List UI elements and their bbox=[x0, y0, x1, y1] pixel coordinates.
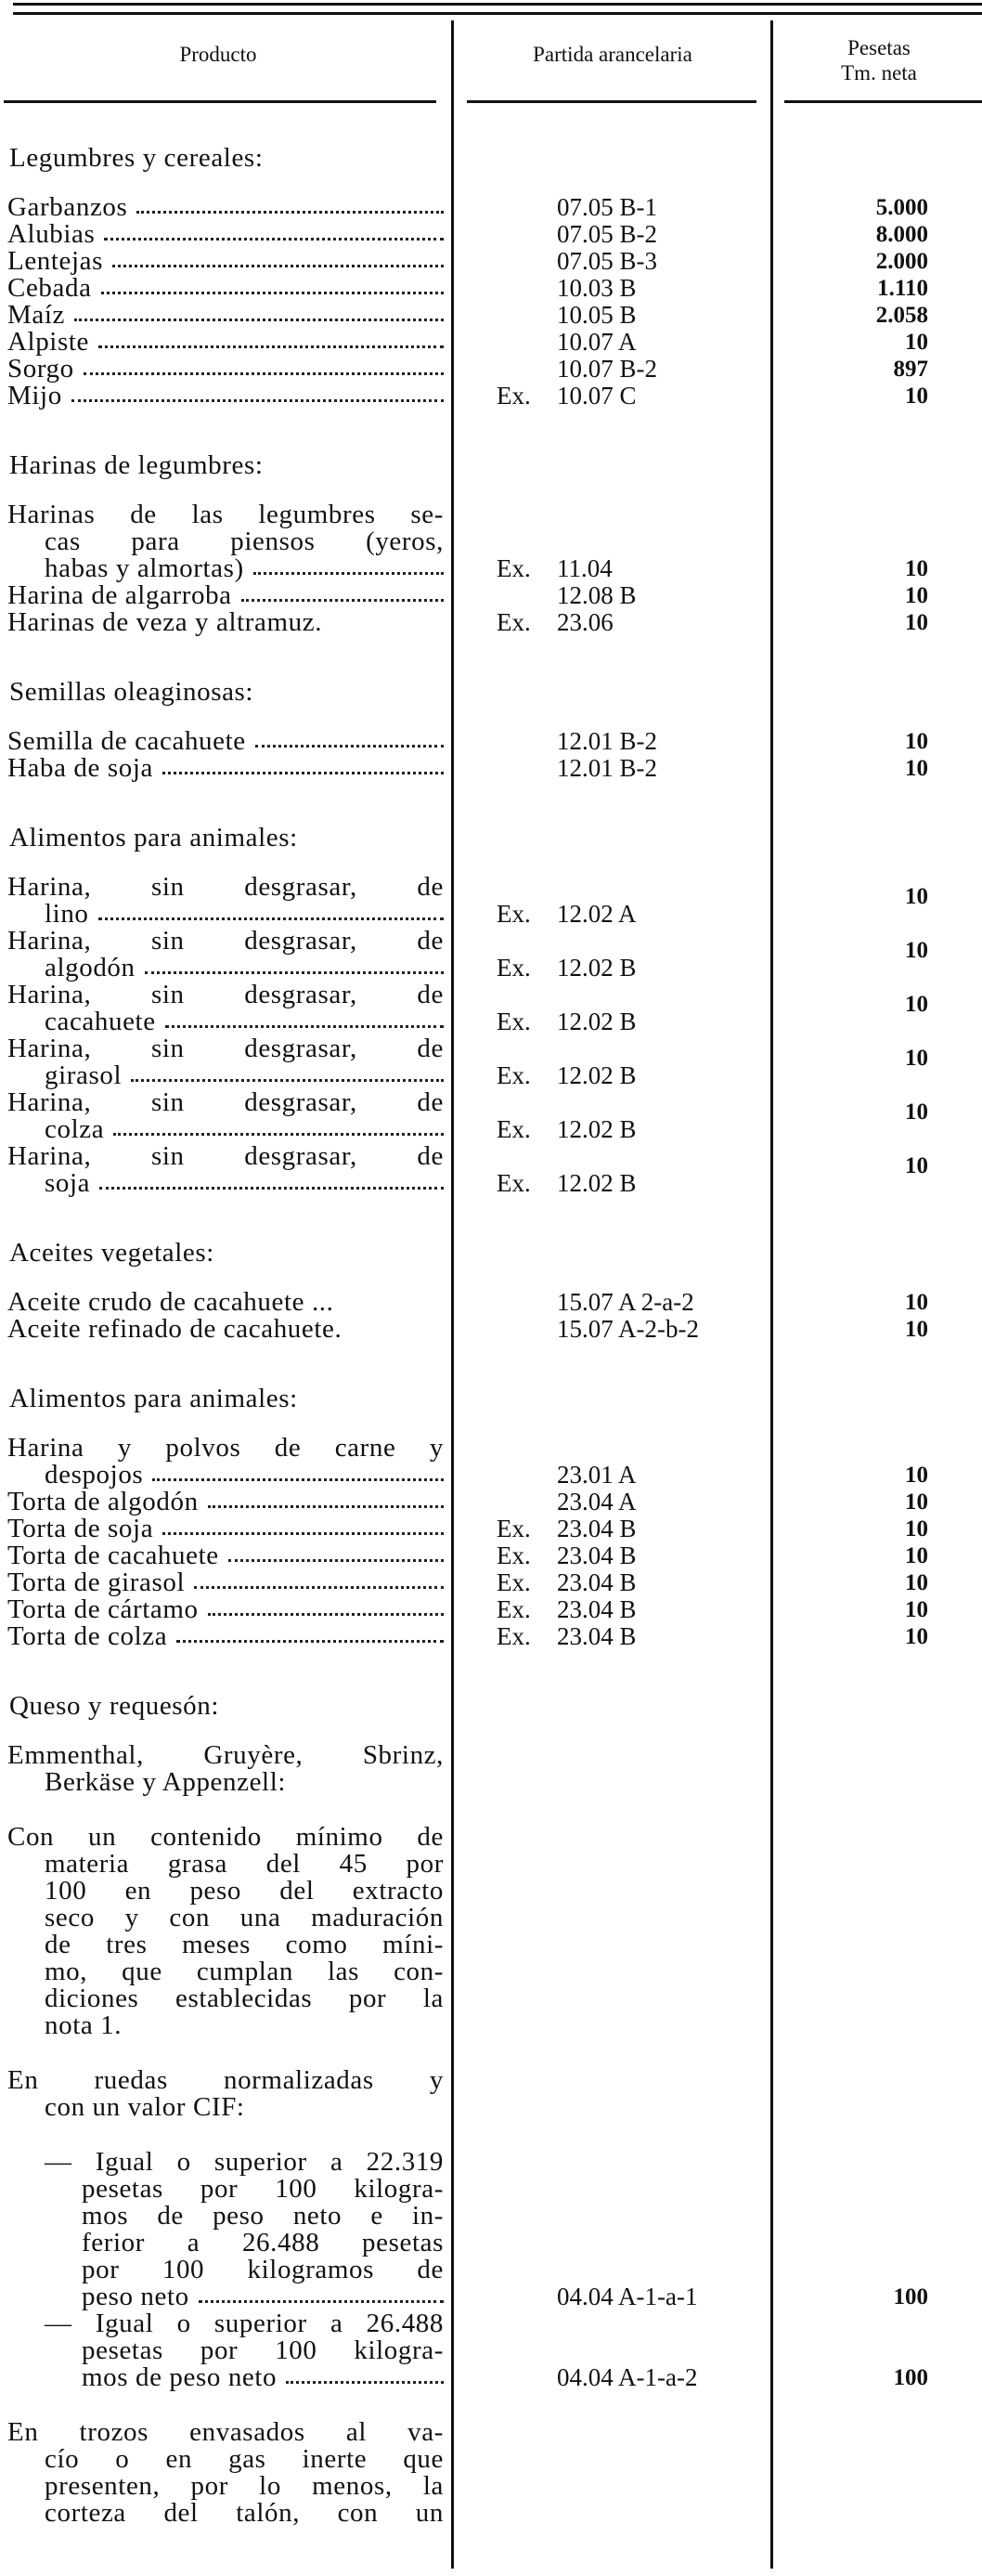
table-row bbox=[0, 728, 982, 755]
table-row bbox=[0, 221, 982, 248]
partida-code: 23.04 B bbox=[557, 1622, 637, 1650]
partida-ex-prefix: Ex. bbox=[497, 1115, 531, 1143]
partida-ex-prefix: Ex. bbox=[497, 1622, 531, 1650]
table-row bbox=[0, 1089, 982, 1143]
product-line: — Igual o superior a 26.488 bbox=[45, 2310, 444, 2337]
product-line bbox=[0, 755, 444, 782]
product-line bbox=[0, 1462, 444, 1489]
partida-code: 12.02 B bbox=[557, 1115, 637, 1143]
dot-leader bbox=[194, 1569, 444, 1589]
product-line bbox=[0, 901, 444, 928]
pesetas-value: 10 bbox=[905, 1463, 928, 1488]
pesetas-value: 10 bbox=[905, 1597, 928, 1622]
partida-code: 07.05 B-2 bbox=[557, 220, 657, 248]
product-line bbox=[0, 248, 444, 275]
product-line: pesetas por 100 kilogra- bbox=[82, 2337, 444, 2364]
partida-ex-prefix: Ex. bbox=[497, 954, 531, 982]
product-line bbox=[0, 1008, 444, 1035]
table-row bbox=[0, 2310, 982, 2391]
product-line bbox=[0, 302, 444, 329]
product-line: pesetas por 100 kilogra- bbox=[82, 2176, 444, 2203]
table-row bbox=[0, 928, 982, 982]
product-line: corteza del talón, con un bbox=[45, 2500, 444, 2527]
pesetas-value: 10 bbox=[905, 583, 928, 608]
pesetas-value: 10 bbox=[905, 1624, 928, 1649]
table-row bbox=[0, 194, 982, 221]
product-line bbox=[0, 1516, 444, 1542]
table-row bbox=[0, 1316, 982, 1343]
dot-leader bbox=[101, 275, 444, 294]
product-line bbox=[0, 582, 444, 609]
table-row bbox=[0, 1289, 982, 1316]
product-line: — Igual o superior a 22.319 bbox=[45, 2149, 444, 2176]
product-line bbox=[0, 1116, 444, 1143]
product-line bbox=[0, 1170, 444, 1197]
pesetas-value: 10 bbox=[905, 610, 928, 635]
dot-leader bbox=[104, 221, 444, 241]
table-row bbox=[0, 2067, 982, 2121]
pesetas-value: 8.000 bbox=[875, 222, 928, 247]
dot-leader bbox=[99, 1170, 444, 1190]
product-line: Harina, sin desgrasar, de bbox=[7, 874, 444, 901]
product-line: Con un contenido mínimo de bbox=[7, 1824, 444, 1851]
product-text: Maíz bbox=[7, 302, 65, 329]
product-line: cío o en gas inerte que bbox=[45, 2446, 444, 2473]
partida-ex-prefix: Ex. bbox=[497, 1568, 531, 1596]
pesetas-value: 10 bbox=[905, 1490, 928, 1515]
product-text: lino bbox=[45, 901, 89, 928]
dot-leader bbox=[286, 2364, 444, 2384]
product-text: Alpiste bbox=[7, 329, 89, 356]
table-row bbox=[0, 1435, 982, 1489]
product-line: Berkäse y Appenzell: bbox=[45, 1769, 287, 1796]
partida-code: 07.05 B-3 bbox=[557, 247, 657, 275]
product-line: diciones establecidas por la bbox=[45, 1985, 444, 2012]
product-line bbox=[0, 1542, 444, 1569]
product-text: soja bbox=[45, 1170, 91, 1197]
dot-leader bbox=[98, 329, 444, 348]
pesetas-value: 10 bbox=[905, 1317, 928, 1342]
dot-leader bbox=[112, 248, 444, 267]
table-row bbox=[0, 383, 982, 410]
product-text: Semilla de cacahuete bbox=[7, 728, 246, 755]
pesetas-value: 10 bbox=[905, 1570, 928, 1595]
product-text: Cebada bbox=[7, 275, 92, 302]
partida-code: 10.07 A bbox=[557, 328, 637, 356]
product-text: girasol bbox=[45, 1062, 123, 1089]
pesetas-value: 10 bbox=[905, 1516, 928, 1542]
header-partida: Partida arancelaria bbox=[533, 43, 692, 66]
partida-ex-prefix: Ex. bbox=[497, 1061, 531, 1089]
product-line bbox=[0, 2283, 444, 2310]
partida-ex-prefix: Ex. bbox=[497, 554, 531, 582]
dot-leader bbox=[145, 955, 444, 974]
pesetas-value: 1.110 bbox=[877, 276, 928, 301]
header-pesetas-line2: Tm. neta bbox=[841, 61, 917, 85]
product-text: despojos bbox=[45, 1462, 144, 1489]
product-line bbox=[0, 275, 444, 302]
dot-leader bbox=[71, 383, 444, 402]
dot-leader bbox=[208, 1596, 444, 1616]
product-text: Alubias bbox=[7, 221, 96, 248]
section-heading: Aceites vegetales: bbox=[9, 1238, 214, 1268]
partida-code: 04.04 A-1-a-2 bbox=[557, 2363, 698, 2391]
product-line: nota 1. bbox=[45, 2012, 123, 2039]
partida-ex-prefix: Ex. bbox=[497, 608, 531, 636]
pesetas-value: 10 bbox=[905, 330, 928, 355]
product-line bbox=[0, 329, 444, 356]
partida-code: 10.07 C bbox=[557, 382, 637, 410]
partida-code: 12.08 B bbox=[557, 581, 637, 609]
partida-code: 11.04 bbox=[557, 554, 613, 582]
product-line bbox=[0, 1596, 444, 1623]
top-rule bbox=[13, 3, 982, 6]
product-text: Sorgo bbox=[7, 356, 74, 383]
table-row bbox=[0, 1035, 982, 1089]
partida-code: 10.05 B bbox=[557, 301, 637, 329]
dot-leader bbox=[162, 1516, 444, 1535]
section-heading: Harinas de legumbres: bbox=[9, 450, 264, 480]
dot-leader bbox=[165, 1008, 444, 1028]
product-text: cacahuete bbox=[45, 1008, 156, 1035]
pesetas-value: 10 bbox=[905, 1543, 928, 1568]
pesetas-value: 897 bbox=[893, 357, 928, 382]
product-line: Harina, sin desgrasar, de bbox=[7, 1089, 444, 1116]
pesetas-value: 10 bbox=[905, 1153, 928, 1178]
dot-leader bbox=[162, 755, 444, 774]
partida-code: 12.02 B bbox=[557, 1061, 637, 1089]
product-line: Harinas de veza y altramuz. bbox=[7, 609, 323, 636]
pesetas-value: 10 bbox=[905, 992, 928, 1017]
partida-code: 12.02 B bbox=[557, 954, 637, 982]
table-row bbox=[0, 1143, 982, 1197]
section-heading: Legumbres y cereales: bbox=[9, 143, 264, 173]
product-line bbox=[0, 1062, 444, 1089]
product-line: de tres meses como míni- bbox=[45, 1932, 444, 1958]
pesetas-value: 100 bbox=[893, 2284, 928, 2309]
pesetas-value: 10 bbox=[905, 729, 928, 754]
dot-leader bbox=[136, 194, 444, 214]
product-line: En trozos envasados al va- bbox=[7, 2419, 444, 2446]
product-line bbox=[0, 1569, 444, 1596]
partida-code: 10.03 B bbox=[557, 274, 637, 302]
pesetas-value: 10 bbox=[905, 1290, 928, 1315]
product-line bbox=[0, 555, 444, 582]
product-line bbox=[0, 383, 444, 410]
table-row bbox=[0, 609, 982, 636]
dot-leader bbox=[74, 302, 444, 321]
product-text: Torta de cacahuete bbox=[7, 1542, 219, 1569]
partida-code: 12.01 B-2 bbox=[557, 727, 657, 755]
dot-leader bbox=[98, 901, 444, 920]
table-row bbox=[0, 275, 982, 302]
section-heading: Alimentos para animales: bbox=[9, 1384, 298, 1413]
table-row bbox=[0, 1569, 982, 1596]
header-pesetas bbox=[776, 35, 982, 85]
product-line: por 100 kilogramos de bbox=[82, 2257, 444, 2283]
product-text: Harina de algarroba bbox=[7, 582, 232, 609]
pesetas-value: 10 bbox=[905, 1099, 928, 1125]
pesetas-value: 100 bbox=[893, 2365, 928, 2390]
partida-code: 12.02 B bbox=[557, 1169, 637, 1197]
table-row bbox=[0, 2149, 982, 2310]
partida-code: 23.04 B bbox=[557, 1542, 637, 1569]
product-text: colza bbox=[45, 1116, 105, 1143]
product-line: mos de peso neto e in- bbox=[82, 2203, 444, 2230]
product-text: Torta de girasol bbox=[7, 1569, 186, 1596]
product-line: Emmenthal, Gruyère, Sbrinz, bbox=[7, 1742, 444, 1769]
product-text: Torta de soja bbox=[7, 1516, 154, 1542]
dot-leader bbox=[228, 1542, 444, 1562]
table-row bbox=[0, 1596, 982, 1623]
product-line: Harina, sin desgrasar, de bbox=[7, 1035, 444, 1062]
product-text: Torta de algodón bbox=[7, 1489, 199, 1516]
pesetas-value: 10 bbox=[905, 884, 928, 909]
dot-leader bbox=[113, 1116, 444, 1136]
product-line: con un valor CIF: bbox=[45, 2094, 245, 2121]
partida-code: 12.02 A bbox=[557, 900, 637, 928]
pesetas-value: 5.000 bbox=[875, 195, 928, 220]
table-row bbox=[0, 329, 982, 356]
table-row bbox=[0, 1542, 982, 1569]
dot-leader bbox=[208, 1489, 444, 1508]
partida-ex-prefix: Ex. bbox=[497, 900, 531, 928]
partida-code: 07.05 B-1 bbox=[557, 193, 657, 221]
partida-code: 23.04 B bbox=[557, 1595, 637, 1623]
table-row bbox=[0, 356, 982, 383]
header-pesetas-line1: Pesetas bbox=[847, 36, 911, 59]
product-line bbox=[0, 356, 444, 383]
table-row bbox=[0, 1824, 982, 2039]
partida-code: 10.07 B-2 bbox=[557, 355, 657, 383]
table-row bbox=[0, 874, 982, 928]
partida-ex-prefix: Ex. bbox=[497, 1515, 531, 1542]
table-row bbox=[0, 501, 982, 582]
partida-code: 23.04 A bbox=[557, 1488, 637, 1516]
product-line: 100 en peso del extracto bbox=[45, 1878, 444, 1905]
product-line: seco y con una maduración bbox=[45, 1905, 444, 1932]
pesetas-value: 10 bbox=[905, 938, 928, 963]
product-line bbox=[0, 194, 444, 221]
product-text: habas y almortas) bbox=[45, 555, 244, 582]
product-text: Lentejas bbox=[7, 248, 104, 275]
product-text: Haba de soja bbox=[7, 755, 153, 782]
pesetas-value: 2.000 bbox=[875, 249, 928, 274]
partida-code: 04.04 A-1-a-1 bbox=[557, 2283, 698, 2310]
partida-ex-prefix: Ex. bbox=[497, 1595, 531, 1623]
product-line: Harina, sin desgrasar, de bbox=[7, 1143, 444, 1170]
table-row bbox=[0, 1516, 982, 1542]
pesetas-value: 10 bbox=[905, 1046, 928, 1071]
product-line bbox=[0, 955, 444, 982]
tariff-table-body bbox=[0, 102, 982, 2527]
product-text: Torta de colza bbox=[7, 1623, 168, 1650]
table-row bbox=[0, 248, 982, 275]
header-producto: Producto bbox=[179, 43, 257, 66]
product-line: mo, que cumplan las con- bbox=[45, 1958, 444, 1985]
product-line: Harina, sin desgrasar, de bbox=[7, 982, 444, 1008]
product-text: algodón bbox=[45, 955, 136, 982]
partida-ex-prefix: Ex. bbox=[497, 382, 531, 410]
product-line: ferior a 26.488 pesetas bbox=[82, 2230, 444, 2257]
product-text: Garbanzos bbox=[7, 194, 128, 221]
section-heading: Alimentos para animales: bbox=[9, 823, 298, 852]
product-line: presenten, por lo menos, la bbox=[45, 2473, 444, 2500]
product-line: materia grasa del 45 por bbox=[45, 1851, 444, 1878]
pesetas-value: 10 bbox=[905, 756, 928, 781]
product-line: Harina, sin desgrasar, de bbox=[7, 928, 444, 955]
partida-code: 15.07 A-2-b-2 bbox=[557, 1315, 699, 1343]
partida-code: 12.02 B bbox=[557, 1008, 637, 1035]
product-text: mos de peso neto bbox=[82, 2364, 278, 2391]
partida-code: 15.07 A 2-a-2 bbox=[557, 1288, 694, 1316]
product-line: cas para piensos (yeros, bbox=[45, 528, 444, 555]
table-row bbox=[0, 2419, 982, 2527]
table-row bbox=[0, 982, 982, 1035]
product-text: Torta de cártamo bbox=[7, 1596, 199, 1623]
partida-ex-prefix: Ex. bbox=[497, 1542, 531, 1569]
product-line: Aceite refinado de cacahuete. bbox=[7, 1316, 342, 1343]
partida-code: 12.01 B-2 bbox=[557, 754, 657, 782]
partida-ex-prefix: Ex. bbox=[497, 1169, 531, 1197]
product-line: Harinas de las legumbres se- bbox=[7, 501, 444, 528]
table-row bbox=[0, 1623, 982, 1650]
dot-leader bbox=[84, 356, 444, 375]
product-line: Aceite crudo de cacahuete ... bbox=[7, 1289, 334, 1316]
product-line bbox=[0, 1489, 444, 1516]
partida-code: 23.04 B bbox=[557, 1568, 637, 1596]
product-line bbox=[0, 221, 444, 248]
pesetas-value: 10 bbox=[905, 384, 928, 409]
pesetas-value: 2.058 bbox=[875, 303, 928, 328]
product-line: Harina y polvos de carne y bbox=[7, 1435, 444, 1462]
table-row bbox=[0, 302, 982, 329]
table-row bbox=[0, 1742, 982, 1796]
top-rule-2 bbox=[13, 12, 982, 15]
product-text: Mijo bbox=[7, 383, 62, 410]
product-line bbox=[0, 728, 444, 755]
product-line bbox=[0, 2364, 444, 2391]
dot-leader bbox=[131, 1062, 444, 1082]
table-row bbox=[0, 582, 982, 609]
table-row bbox=[0, 755, 982, 782]
table-row bbox=[0, 1489, 982, 1516]
product-line: En ruedas normalizadas y bbox=[7, 2067, 444, 2094]
dot-leader bbox=[241, 582, 444, 602]
partida-code: 23.04 B bbox=[557, 1515, 637, 1542]
pesetas-value: 10 bbox=[905, 556, 928, 581]
product-text: peso neto bbox=[82, 2283, 189, 2310]
dot-leader bbox=[255, 728, 444, 748]
dot-leader bbox=[152, 1462, 444, 1481]
partida-code: 23.01 A bbox=[557, 1461, 637, 1489]
partida-code: 23.06 bbox=[557, 608, 614, 636]
dot-leader bbox=[199, 2283, 444, 2303]
section-heading: Queso y requesón: bbox=[9, 1691, 220, 1721]
dot-leader bbox=[176, 1623, 444, 1643]
section-heading: Semillas oleaginosas: bbox=[9, 677, 254, 707]
dot-leader bbox=[253, 555, 444, 575]
product-line bbox=[0, 1623, 444, 1650]
partida-ex-prefix: Ex. bbox=[497, 1008, 531, 1035]
